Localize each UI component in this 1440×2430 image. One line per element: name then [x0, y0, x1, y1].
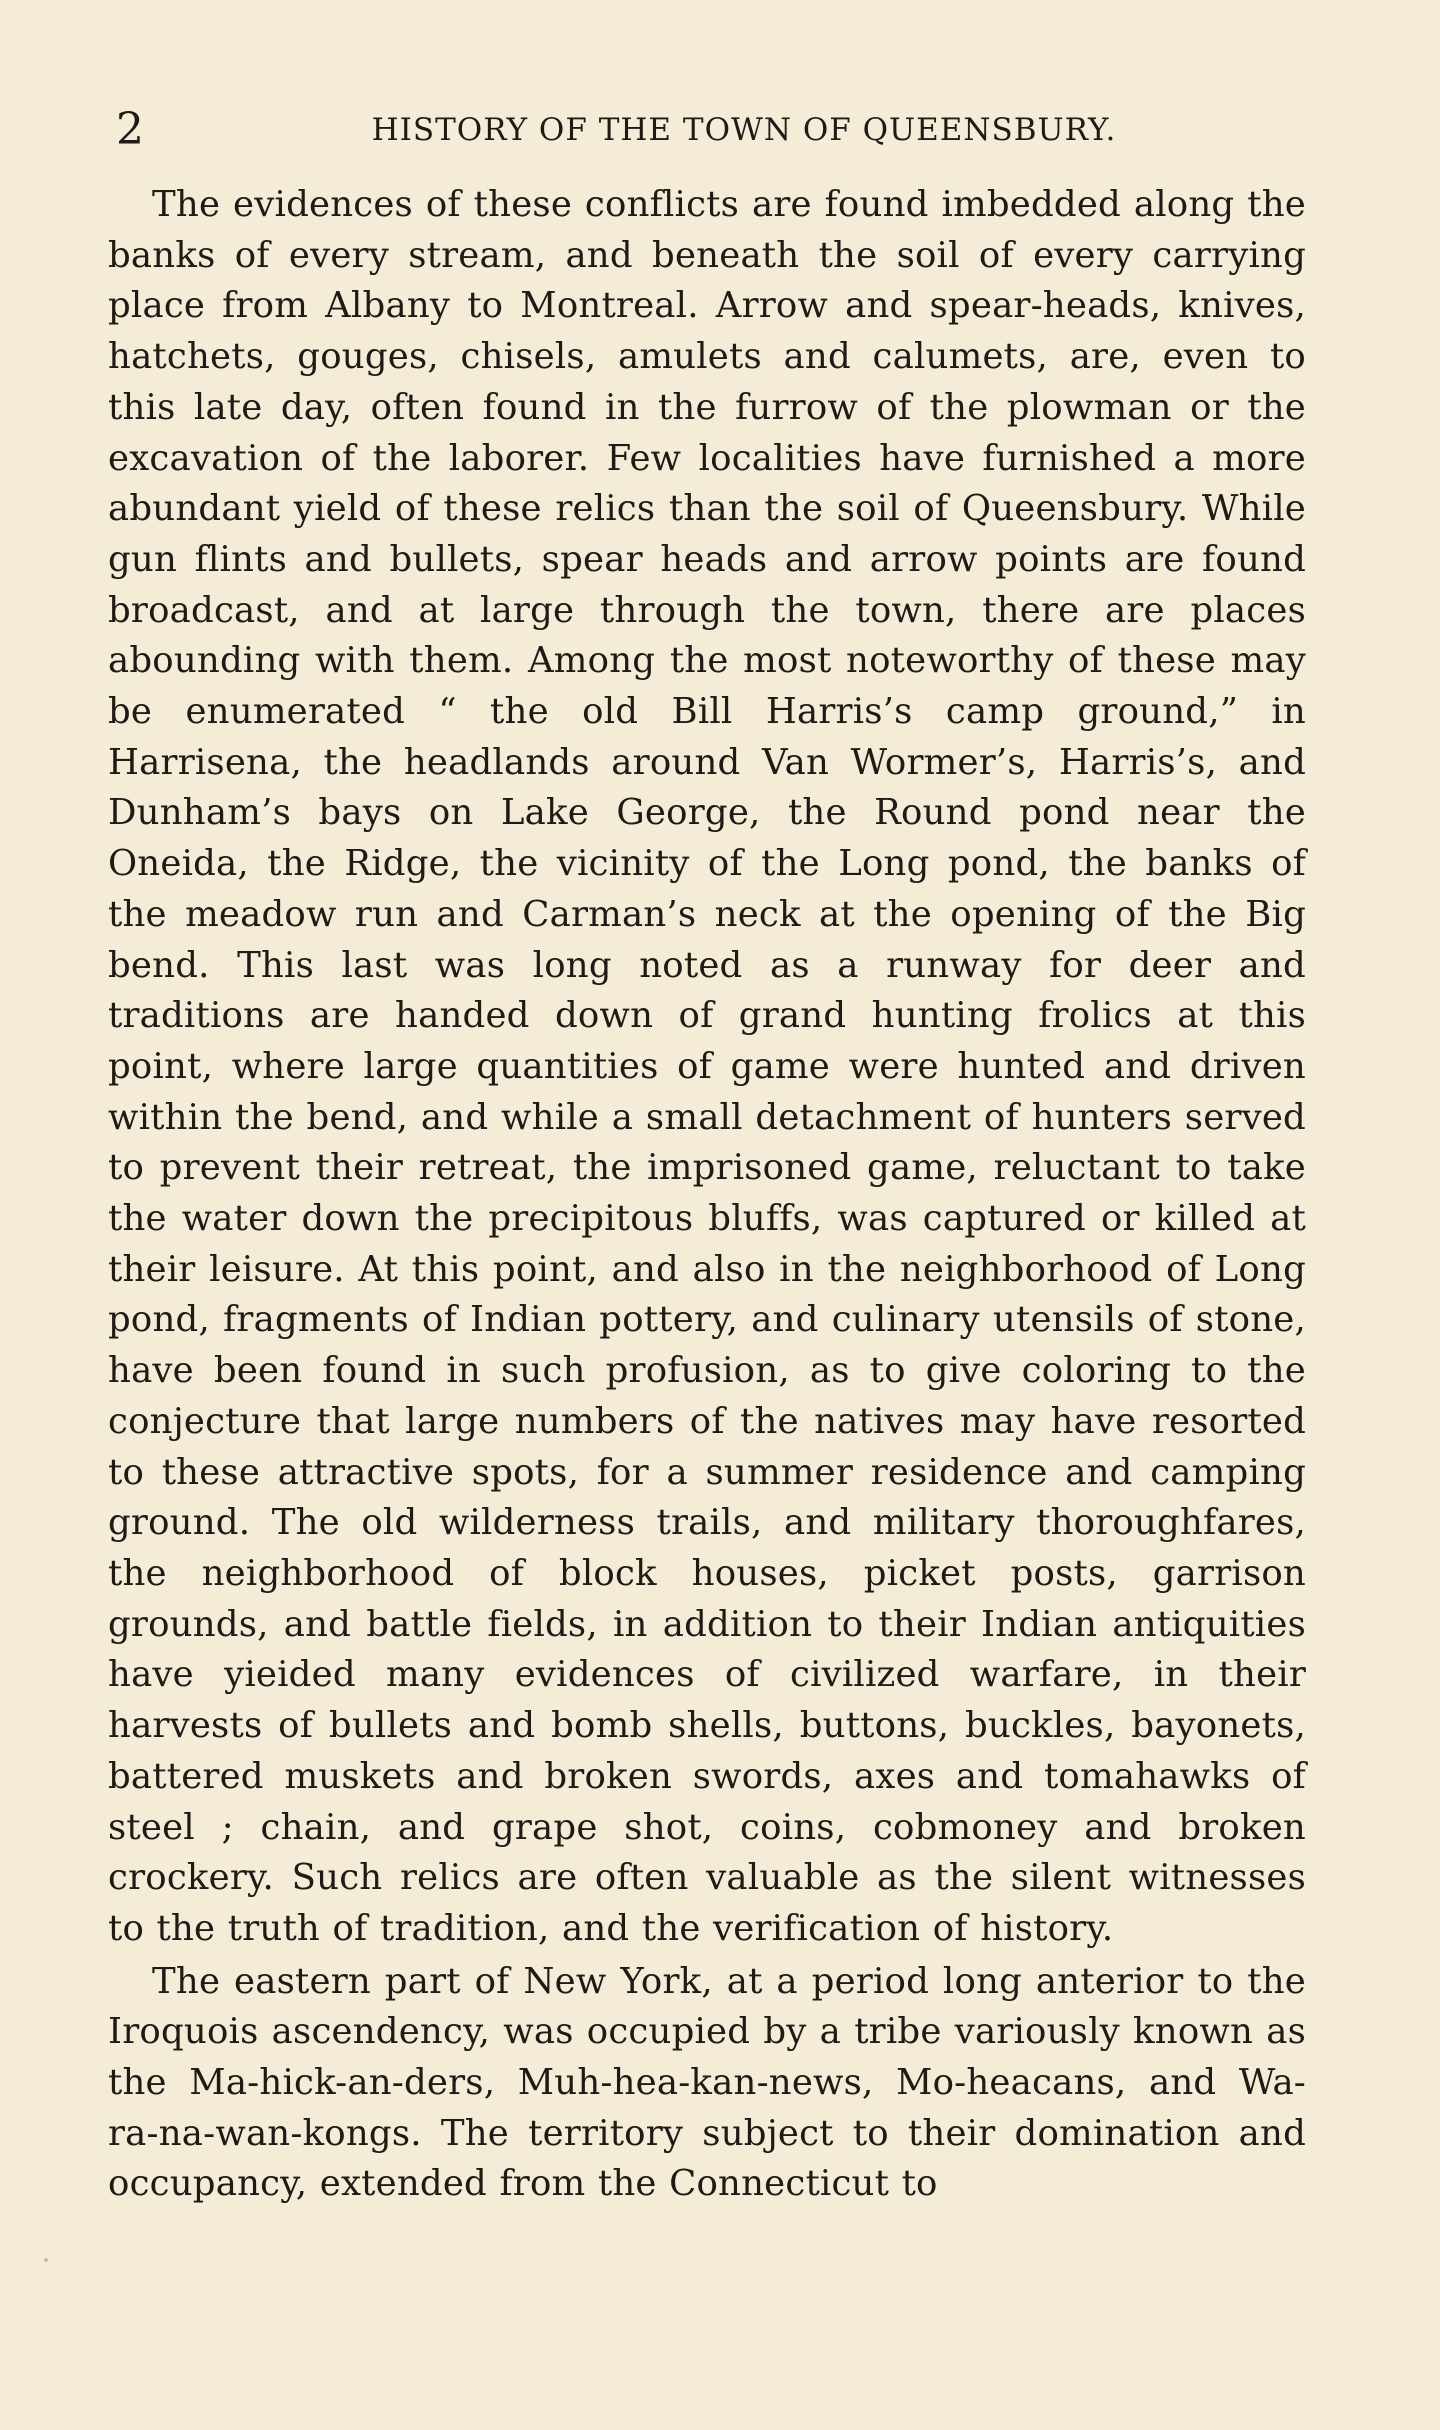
- running-title: HISTORY OF THE TOWN OF QUEENSBURY.: [371, 112, 1117, 148]
- body-text: [108, 180, 1306, 2212]
- paragraph-1: The evidences of these conflicts are found imbedded along the banks of every stream, and beneath the soil of every carrying place from Albany to Montreal. Arrow and spear-heads, knives, hatchets, gouges, chisels, amulets and calumets, are, even to this late day, often found in the furrow of the plowman or the excavation of the laborer. Few localities have furnished a more abundant yield of these relics than the soil of Queensbury. While gun flints and bullets, spear heads and arrow points are found broadcast, and at large through the town, there are places abounding with them. Among the most noteworthy of these may be enumerated “ the old Bill Harris’s camp ground,” in Harrisena, the headlands around Van Wormer’s, Harris’s, and Dunham’s bays on Lake George, the Round pond near the Oneida, the Ridge, the vicinity of the Long pond, the banks of the meadow run and Carman’s neck at the opening of the Big bend. This last was long noted as a runway for deer and traditions are handed down of grand hunting frolics at this point, where large quantities of game were hunted and driven within the bend, and while a small detachment of hunters served to prevent their retreat, the imprisoned game, reluctant to take the water down the precipitous bluffs, was captured or killed at their leisure. At this point, and also in the neighborhood of Long pond, fragments of Indian pottery, and culinary utensils of stone, have been found in such profusion, as to give coloring to the conjecture that large numbers of the natives may have resorted to these attractive spots, for a summer residence and camping ground. The old wilderness trails, and military thoroughfares, the neighborhood of block houses, picket posts, garrison grounds, and battle fields, in addition to their Indian antiquities have yieided many evidences of civilized warfare, in their harvests of bullets and bomb shells, buttons, buckles, bayonets, battered muskets and broken swords, axes and tomahawks of steel ; chain, and grape shot, coins, cobmoney and broken crockery. Such relics are often valuable as the silent witnesses to the truth of tradition, and the verification of history.: [108, 184, 1306, 1949]
- running-head: [108, 100, 1340, 160]
- paragraph-2: The eastern part of New York, at a period long anterior to the Iroquois ascendency, was occupied by a tribe variously known as the Ma-hick-an-ders, Muh-hea-kan-news, Mo-heacans, and Wa-ra-na-wan-kongs. The territory subject to their domination and occupancy, extended from the Connecticut to: [108, 1960, 1306, 2205]
- paper-speck: [44, 2258, 48, 2262]
- page-number: 2: [116, 104, 144, 155]
